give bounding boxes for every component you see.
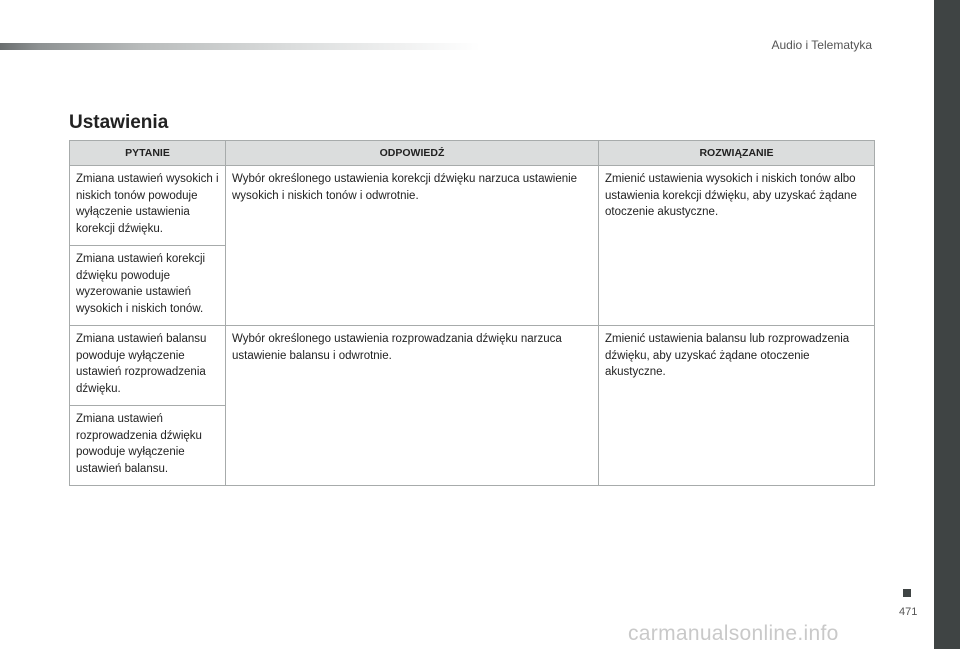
- answer-cell: Wybór określonego ustawienia rozprowadzania dźwięku narzuca ustawienie balansu i odwrotnie.: [226, 326, 599, 486]
- side-bar: [934, 0, 960, 649]
- answer-cell: Wybór określonego ustawienia korekcji dźwięku narzuca ustawienie wysokich i niskich tonów i odwrotnie.: [226, 166, 599, 326]
- table-row: [70, 326, 875, 406]
- table-row: [70, 166, 875, 246]
- header-rozwiazanie: ROZWIĄZANIE: [599, 141, 875, 166]
- question-cell: Zmiana ustawień korekcji dźwięku powoduje wyzerowanie ustawień wysokich i niskich tonów.: [70, 246, 226, 326]
- solution-cell: Zmienić ustawienia wysokich i niskich tonów albo ustawienia korekcji dźwięku, aby uzyskać żądane otoczenie akustyczne.: [599, 166, 875, 326]
- faq-table: [69, 140, 875, 486]
- question-cell: Zmiana ustawień wysokich i niskich tonów powoduje wyłączenie ustawienia korekcji dźwięku.: [70, 166, 226, 246]
- table-header-row: [70, 141, 875, 166]
- page-number: 471: [899, 606, 918, 618]
- watermark: carmanualsonline.info: [628, 622, 839, 645]
- section-label: Audio i Telematyka: [771, 38, 872, 52]
- question-cell: Zmiana ustawień balansu powoduje wyłączenie ustawień rozprowadzenia dźwięku.: [70, 326, 226, 406]
- solution-cell: Zmienić ustawienia balansu lub rozprowadzenia dźwięku, aby uzyskać żądane otoczenie akustyczne.: [599, 326, 875, 486]
- header-gradient-bar: [0, 43, 480, 50]
- page-title: Ustawienia: [69, 112, 169, 133]
- page-marker-square: [903, 589, 911, 597]
- question-cell: Zmiana ustawień rozprowadzenia dźwięku powoduje wyłączenie ustawień balansu.: [70, 406, 226, 486]
- header-pytanie: PYTANIE: [70, 141, 226, 166]
- header-odpowiedz: ODPOWIEDŹ: [226, 141, 599, 166]
